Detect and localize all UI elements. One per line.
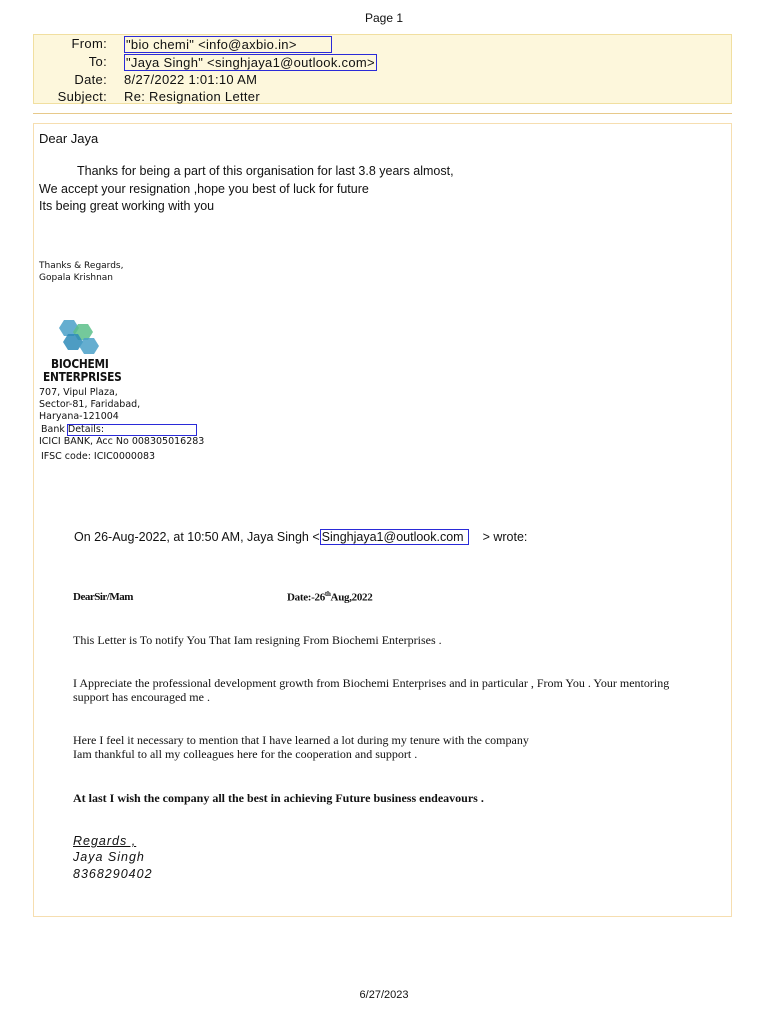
bank-account: ICICI BANK, Acc No 008305016283 [39,436,205,447]
reply-line-1: Thanks for being a part of this organisation for last 3.8 years almost, [77,164,454,178]
letter-para-4: At last I wish the company all the best in achieving Future business endeavours . [73,791,484,805]
logo-text-line-2: ENTERPRISES [43,369,122,384]
address-line-3: Haryana-121004 [39,411,119,422]
subject-label: Subject: [57,89,107,104]
signoff: Thanks & Regards, [39,261,124,271]
letter-para-1: This Letter is To notify You That Iam resigning From Biochemi Enterprises . [73,633,442,647]
to-label: To: [88,54,107,69]
signer-name: Gopala Krishnan [39,273,114,283]
letter-date-suffix: Aug,2022 [330,591,373,604]
letter-para-3-line-2: Iam thankful to all my colleagues here for the cooperation and support . [73,747,418,761]
bank-details-label: Bank Details: [41,424,105,435]
quoted-intro-prefix: On 26-Aug-2022, at 10:50 AM, Jaya Singh < [74,530,320,544]
date-value: 8/27/2022 1:01:10 AM [124,72,258,87]
biochemi-logo-icon [52,318,104,356]
footer-date: 6/27/2023 [359,989,409,1001]
reply-line-2: We accept your resignation ,hope you best of luck for future [39,182,369,196]
quoted-sender-email-link[interactable]: Singhjaya1@outlook.com [320,529,469,545]
from-label: From: [71,36,107,51]
header-divider [33,113,732,114]
to-row [34,54,731,71]
subject-row [34,89,731,106]
letter-salutation: DearSir/Mam [73,591,133,603]
date-label: Date: [74,72,107,87]
quoted-intro [74,530,527,544]
subject-value: Re: Resignation Letter [124,89,260,104]
letter-regards: Regards , [73,834,137,848]
letter-date [287,590,372,604]
date-row [34,72,731,89]
address-line-1: 707, Vipul Plaza, [39,387,118,398]
email-header [33,34,732,104]
letter-signer-phone: 8368290402 [73,867,153,881]
letter-para-3-line-1: Here I feel it necessary to mention that I have learned a lot during my tenure with the company [73,733,529,747]
from-email-link[interactable]: "bio chemi" <info@axbio.in> [124,36,332,53]
letter-date-sup: th [324,590,331,598]
logo-text-line-1: BIOCHEMI [51,356,109,371]
ifsc-code: IFSC code: ICIC0000083 [41,451,156,462]
letter-date-prefix: Date:-26 [287,591,325,604]
letter-signer-name: Jaya Singh [73,850,145,864]
reply-greeting: Dear Jaya [39,131,99,146]
from-row [34,36,731,53]
letter-para-2-line-2: support has encouraged me . [73,690,210,704]
letter-para-2-line-1: I Appreciate the professional development growth from Biochemi Enterprises and in particular , From You . Your mentoring [73,676,670,690]
address-line-2: Sector-81, Faridabad, [39,399,141,410]
to-email-link[interactable]: "Jaya Singh" <singhjaya1@outlook.com> [126,55,375,70]
reply-line-3: Its being great working with you [39,199,215,213]
page-number: Page 1 [364,11,404,25]
quoted-intro-suffix: > wrote: [482,530,528,544]
